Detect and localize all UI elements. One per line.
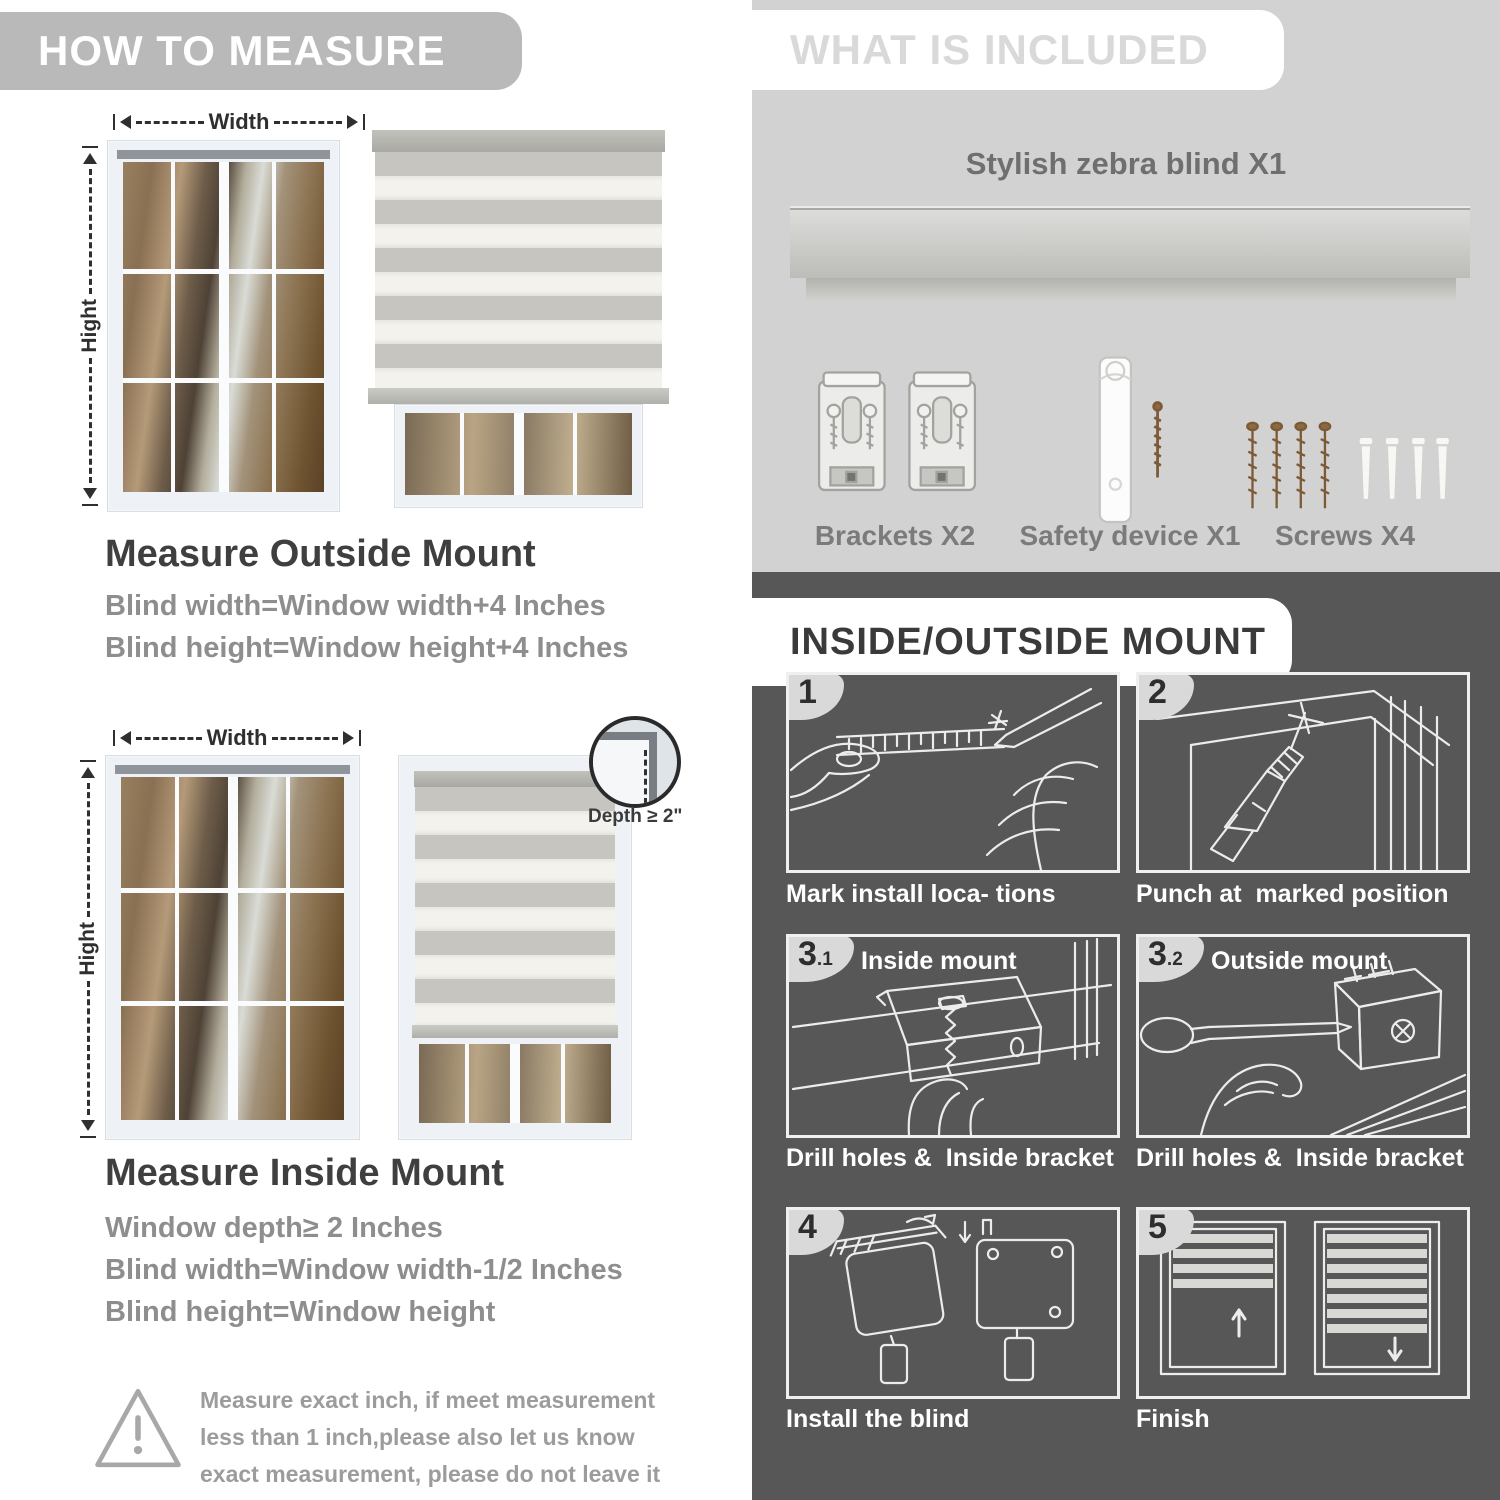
window-photo-inside: [419, 1044, 611, 1123]
safety-device-label: Safety device X1: [1019, 520, 1241, 551]
step-3-1-panel: [786, 934, 1120, 1138]
screws-icon: [1242, 418, 1452, 523]
outside-rule-height: Blind height=Window height+4 Inches: [105, 632, 629, 664]
outside-rule-width: Blind width=Window width+4 Inches: [105, 590, 606, 622]
step-3-1-badge: 3.1: [788, 936, 854, 982]
warning-triangle-icon: [92, 1383, 184, 1473]
outside-mount-title: Measure Outside Mount: [105, 533, 536, 575]
step-2-illustration: [1139, 675, 1467, 870]
inside-rule-height: Blind height=Window height: [105, 1296, 496, 1328]
width-label: Width: [208, 109, 270, 134]
width-label-inside: Width: [206, 725, 268, 750]
brackets-icon: [812, 368, 982, 508]
step-3-2-caption: Drill holes & Inside bracket: [1136, 1144, 1464, 1172]
step-2-badge: 2: [1138, 674, 1194, 720]
depth-note: Depth ≥ 2": [588, 806, 683, 827]
window-glass: [123, 162, 324, 492]
blind-stripes: [375, 152, 662, 388]
how-to-measure-header: [0, 12, 522, 90]
blind-stripes-inside: [415, 787, 615, 1025]
step-4-illustration: [789, 1210, 1117, 1396]
blind-bottom-rail-inside: [412, 1025, 618, 1038]
safety-device-icon: [1082, 352, 1182, 532]
how-to-measure-title: HOW TO MEASURE: [38, 27, 446, 74]
blind-cassette-inside: [414, 771, 616, 787]
zebra-blind-outside-illustration: [372, 130, 665, 508]
blind-bottom-rail: [368, 388, 669, 404]
zebra-blind-headrail-image: [790, 206, 1470, 278]
screws-label: Screws X4: [1274, 520, 1416, 551]
step-5-panel: [1136, 1207, 1470, 1399]
inside-rule-width: Blind width=Window width-1/2 Inches: [105, 1254, 623, 1286]
step-2-panel: [1136, 672, 1470, 873]
brackets-label: Brackets X2: [814, 520, 976, 551]
zebra-blind-headrail-lip: [806, 278, 1456, 300]
height-label: Hight: [78, 299, 101, 353]
step-1-caption: Mark install loca- tions: [786, 880, 1056, 908]
inside-outside-mount-section: [752, 572, 1500, 1500]
step-4-badge: 4: [788, 1209, 844, 1255]
window-illustration-inside: [105, 755, 360, 1140]
warning-text: Measure exact inch, if meet measurement less than 1 inch,please also let us know exact measurement, please do not leave it: [200, 1387, 661, 1487]
step-2-caption: Punch at marked position: [1136, 880, 1449, 908]
inside-outside-mount-title: INSIDE/OUTSIDE MOUNT: [790, 620, 1267, 663]
magnifier-circle: [589, 716, 681, 808]
zebra-blind-product-label: Stylish zebra blind X1: [965, 146, 1287, 181]
width-arrow-inside: [113, 725, 361, 750]
step-3-1-caption: Drill holes & Inside bracket: [786, 1144, 1114, 1172]
window-below-blind: [394, 404, 643, 508]
inside-rule-depth: Window depth≥ 2 Inches: [105, 1212, 443, 1244]
what-is-included-title: WHAT IS INCLUDED: [790, 26, 1209, 73]
step-1-panel: [786, 672, 1120, 873]
step-1-illustration: [789, 675, 1117, 870]
what-is-included-header: [752, 10, 1284, 90]
height-label-inside: Hight: [76, 922, 99, 976]
blind-cassette: [372, 130, 665, 152]
step-3-1-title: Inside mount: [861, 947, 1017, 975]
step-5-illustration: [1139, 1210, 1467, 1396]
window-glass-inside: [121, 777, 344, 1120]
height-arrow-inside: [78, 760, 98, 1138]
step-3-2-panel: [1136, 934, 1470, 1138]
step-3-2-title: Outside mount: [1211, 947, 1388, 975]
step-4-panel: [786, 1207, 1120, 1399]
step-5-caption: Finish: [1136, 1405, 1210, 1433]
step-3-2-badge: 3.2: [1138, 936, 1204, 982]
height-arrow: [80, 146, 100, 506]
inside-mount-title: Measure Inside Mount: [105, 1152, 505, 1194]
width-arrow: [113, 109, 365, 134]
step-1-badge: 1: [788, 674, 844, 720]
window-illustration-outside: [107, 140, 340, 512]
step-5-badge: 5: [1138, 1209, 1194, 1255]
step-4-caption: Install the blind: [786, 1405, 970, 1433]
what-is-included-section: [752, 0, 1500, 572]
